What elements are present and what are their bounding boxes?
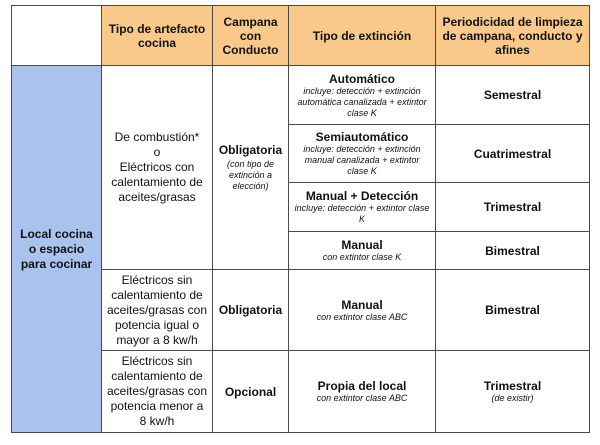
- extincion-label: Semiautomático: [315, 130, 409, 144]
- extincion-cell: [289, 183, 436, 232]
- extincion-cell: [289, 125, 436, 183]
- extincion-note: incluye: detección + extinción automática canalizada + extintor clase K: [297, 85, 427, 118]
- extincion-label: Manual + Detección: [305, 189, 419, 203]
- campana-cell: [213, 270, 289, 351]
- campana-label: Obligatoria: [218, 143, 283, 157]
- header-artefacto: Tipo de artefacto cocina: [102, 6, 213, 66]
- extincion-cell: [289, 270, 436, 351]
- header-extincion: Tipo de extinción: [289, 6, 436, 66]
- artefacto-cell: De combustión* o Eléctricos con calentamiento de aceites/grasas: [102, 66, 213, 270]
- periodicidad-cell: [436, 351, 590, 433]
- extincion-note: con extintor clase ABC: [316, 311, 408, 322]
- header-campana: Campana con Conducto: [213, 6, 289, 66]
- extincion-note: incluye: detección + extintor clase K: [294, 203, 430, 224]
- campana-cell: [213, 66, 289, 270]
- extincion-label: Manual: [341, 297, 383, 312]
- campana-label: Obligatoria: [218, 303, 283, 317]
- cleaning-table-wrapper: [11, 5, 590, 433]
- table-row: [12, 66, 590, 125]
- header-row: [12, 6, 590, 66]
- artefacto-cell: Eléctricos sin calentamiento de aceites/grasas con potencia menor a 8 kw/h: [102, 351, 213, 433]
- header-periodicidad: Periodicidad de limpieza de campana, conducto y afines: [436, 6, 590, 66]
- periodicidad-cell: Cuatrimestral: [436, 125, 590, 183]
- extincion-cell: [289, 232, 436, 270]
- extincion-note: con extintor clase K: [322, 252, 402, 262]
- extincion-label: Propia del local: [317, 379, 407, 393]
- periodicidad-label: Trimestral: [483, 379, 542, 393]
- campana-note: (con tipo de extinción a elección): [226, 159, 275, 191]
- periodicidad-cell: Bimestral: [436, 232, 590, 270]
- extincion-label: Automático: [329, 71, 395, 86]
- row-header-local-cocina: Local cocina o espacio para cocinar: [12, 66, 102, 433]
- campana-label: Opcional: [224, 384, 277, 399]
- extincion-cell: [289, 351, 436, 433]
- extincion-note: con extintor clase ABC: [316, 393, 408, 403]
- extincion-cell: [289, 66, 436, 125]
- extincion-note: incluye: detección + extinción manual canalizada + extintor clase K: [303, 144, 421, 176]
- extincion-label: Manual: [341, 238, 383, 252]
- periodicidad-cell: Semestral: [436, 66, 590, 125]
- periodicidad-note: (de existir): [491, 393, 534, 403]
- header-blank-cell: [12, 6, 102, 66]
- campana-cell: [213, 351, 289, 433]
- cleaning-frequency-table: [11, 5, 590, 433]
- artefacto-cell: Eléctricos sin calentamiento de aceites/grasas con potencia igual o mayor a 8 kw/h: [102, 270, 213, 351]
- periodicidad-cell: Trimestral: [436, 183, 590, 232]
- periodicidad-cell: Bimestral: [436, 270, 590, 351]
